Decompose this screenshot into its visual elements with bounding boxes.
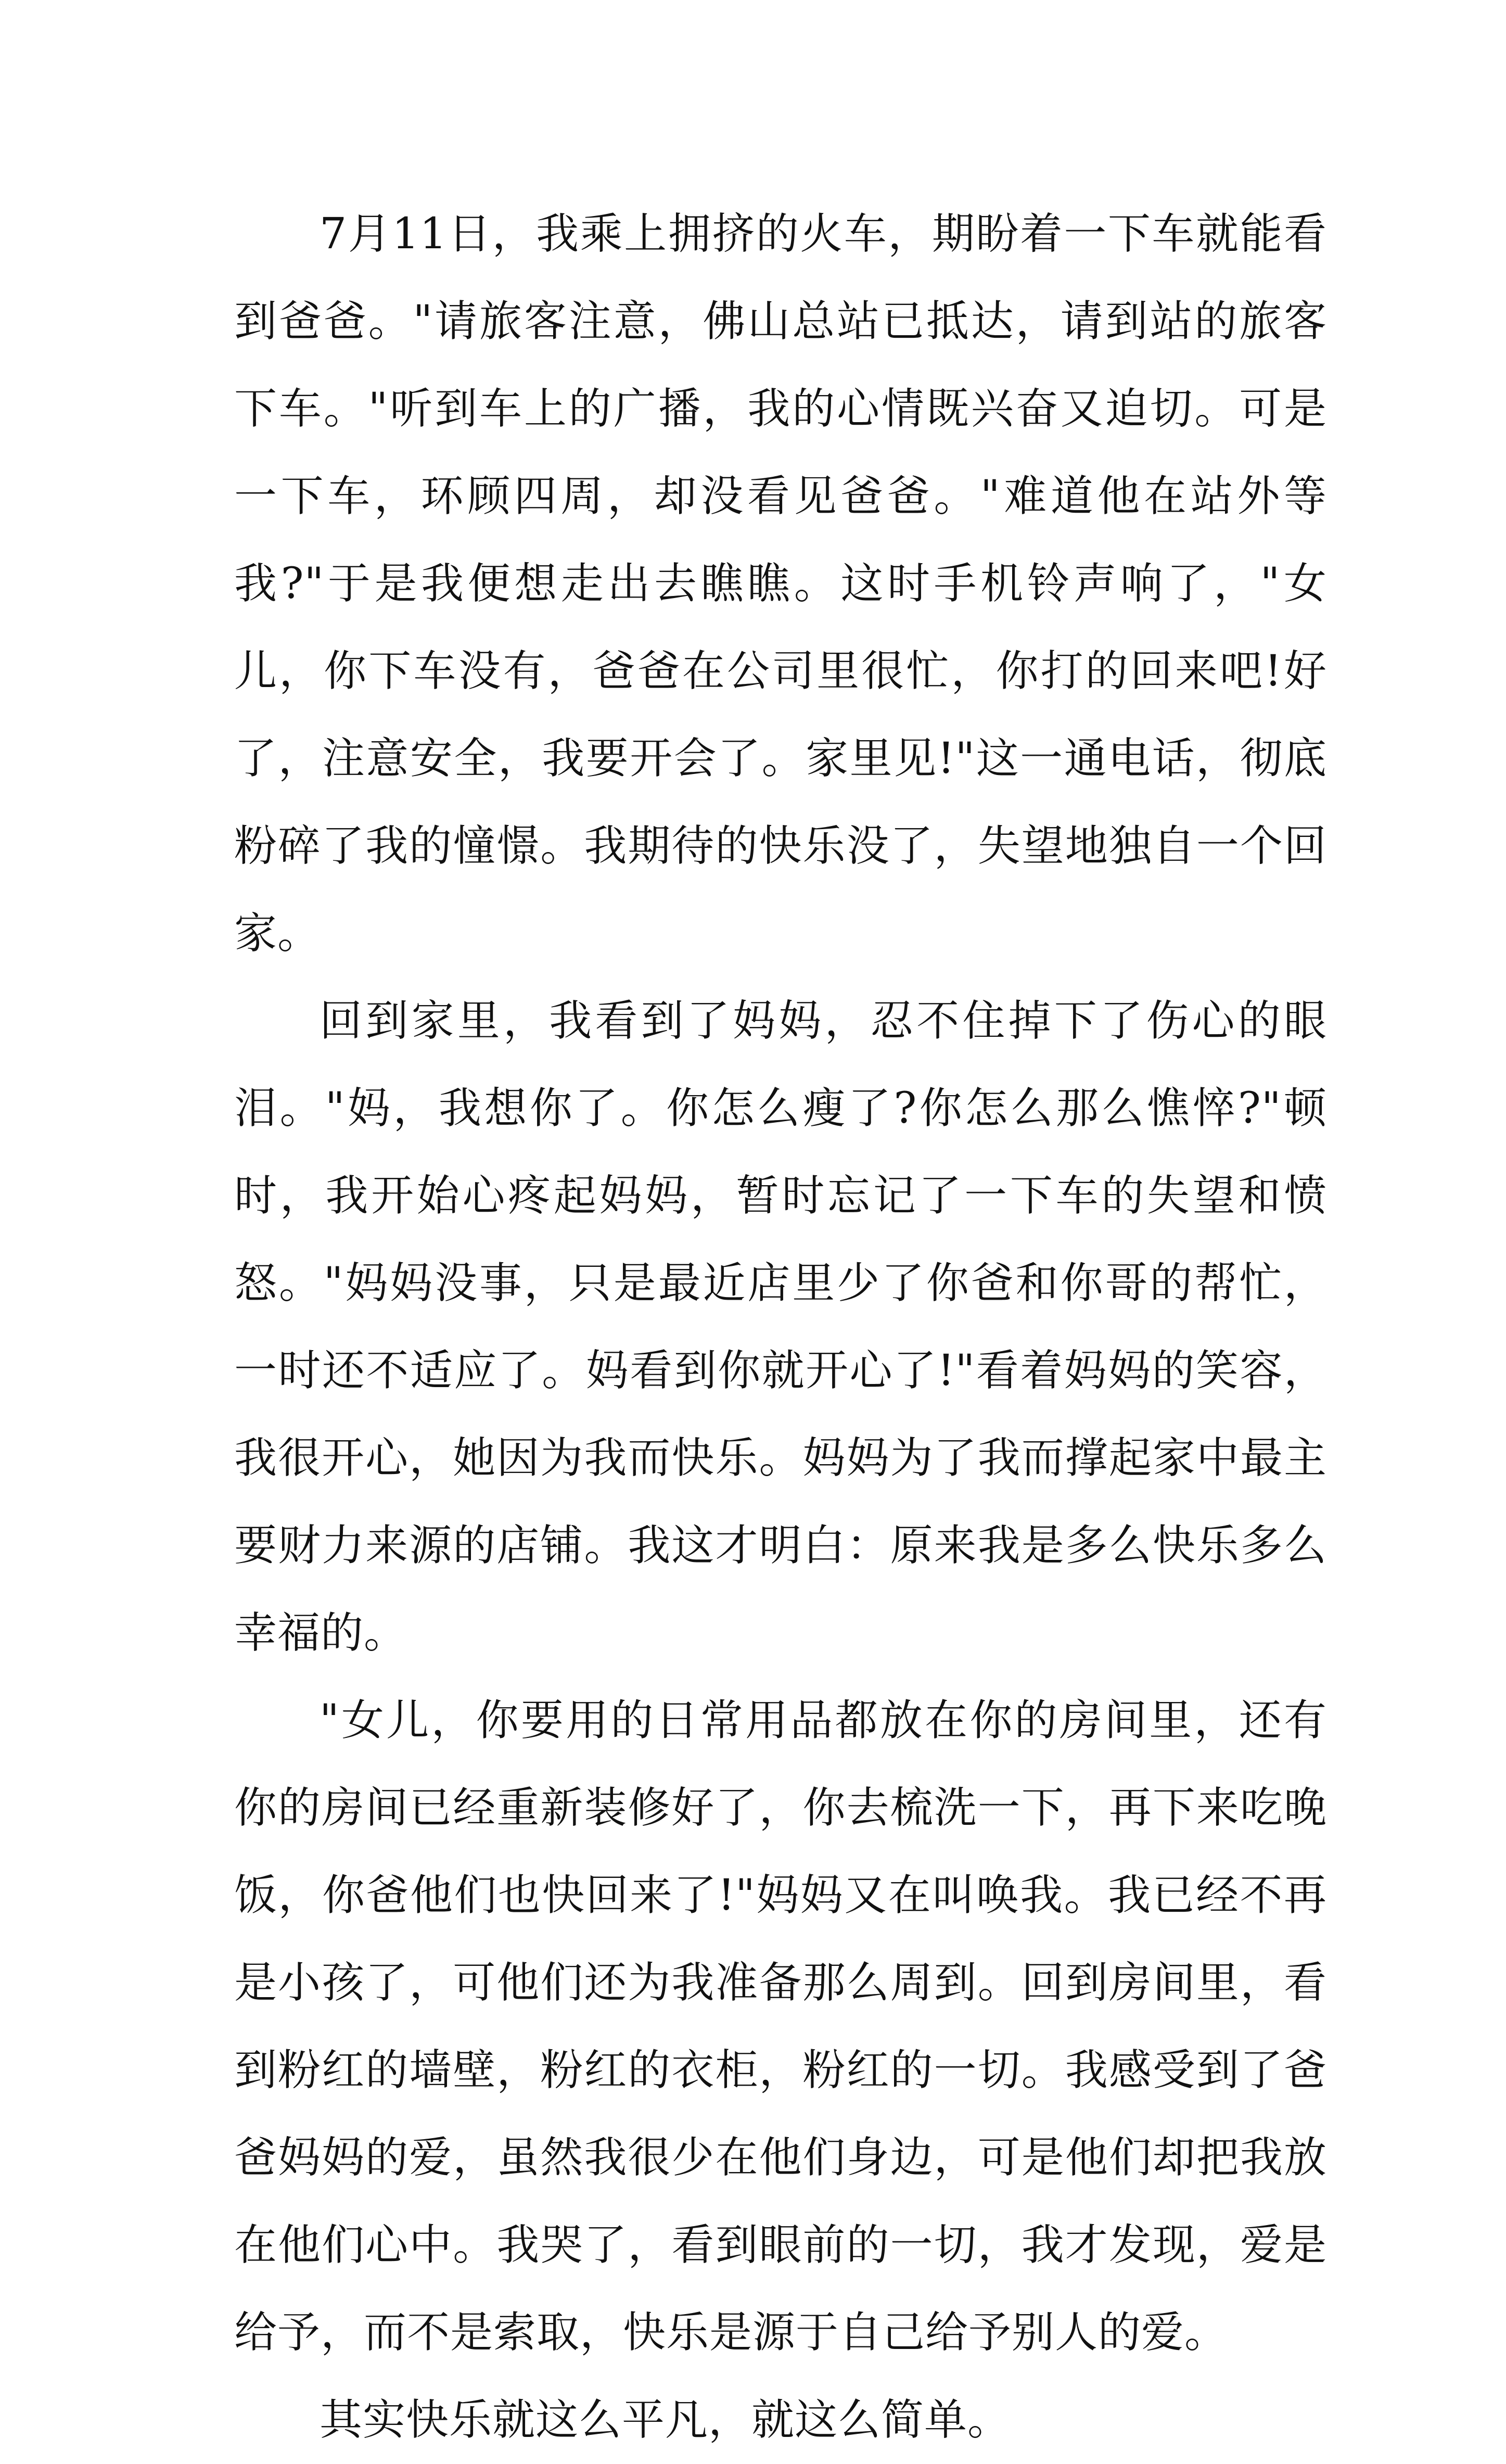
paragraph-3: "女儿，你要用的日常用品都放在你的房间里，还有你的房间已经重新装修好了，你去梳洗一下，再下来吃晚饭，你爸他们也快回来了!"妈妈又在叫唤我。我已经不再是小孩了，可他们还为我准备那么周到。回到房间里，看到粉红的墙壁，粉红的衣柜，粉红的一切。我感受到了爸爸妈妈的爱，虽然我很少在他们身边，可是他们却把我放在他们心中。我哭了，看到眼前的一切，我才发现，爱是给予，而不是索取，快乐是源于自己给予别人的爱。 [234,1696,1327,2357]
paragraph-2: 回到家里，我看到了妈妈，忍不住掉下了伤心的眼泪。"妈，我想你了。你怎么瘦了?你怎么那么憔悴?"顿时，我开始心疼起妈妈，暂时忘记了一下车的失望和愤怒。"妈妈没事，只是最近店里少了你爸和你哥的帮忙，一时还不适应了。妈看到你就开心了!"看着妈妈的笑容，我很开心，她因为我而快乐。妈妈为了我而撑起家中最主要财力来源的店铺。我这才明白：原来我是多么快乐多么幸福的。 [234,996,1327,1658]
paragraph-1: 7月11日，我乘上拥挤的火车，期盼着一下车就能看到爸爸。"请旅客注意，佛山总站已抵达，请到站的旅客下车。"听到车上的广播，我的心情既兴奋又迫切。可是一下车，环顾四周，却没看见爸爸。"难道他在站外等我?"于是我便想走出去瞧瞧。这时手机铃声响了，"女儿，你下车没有，爸爸在公司里很忙，你打的回来吧!好了，注意安全，我要开会了。家里见!"这一通电话，彻底粉碎了我的憧憬。我期待的快乐没了，失望地独自一个回家。 [234,209,1327,958]
paragraph-4: 其实快乐就这么平凡，就这么简单。 [320,2395,1011,2445]
document-body [234,190,1327,2464]
